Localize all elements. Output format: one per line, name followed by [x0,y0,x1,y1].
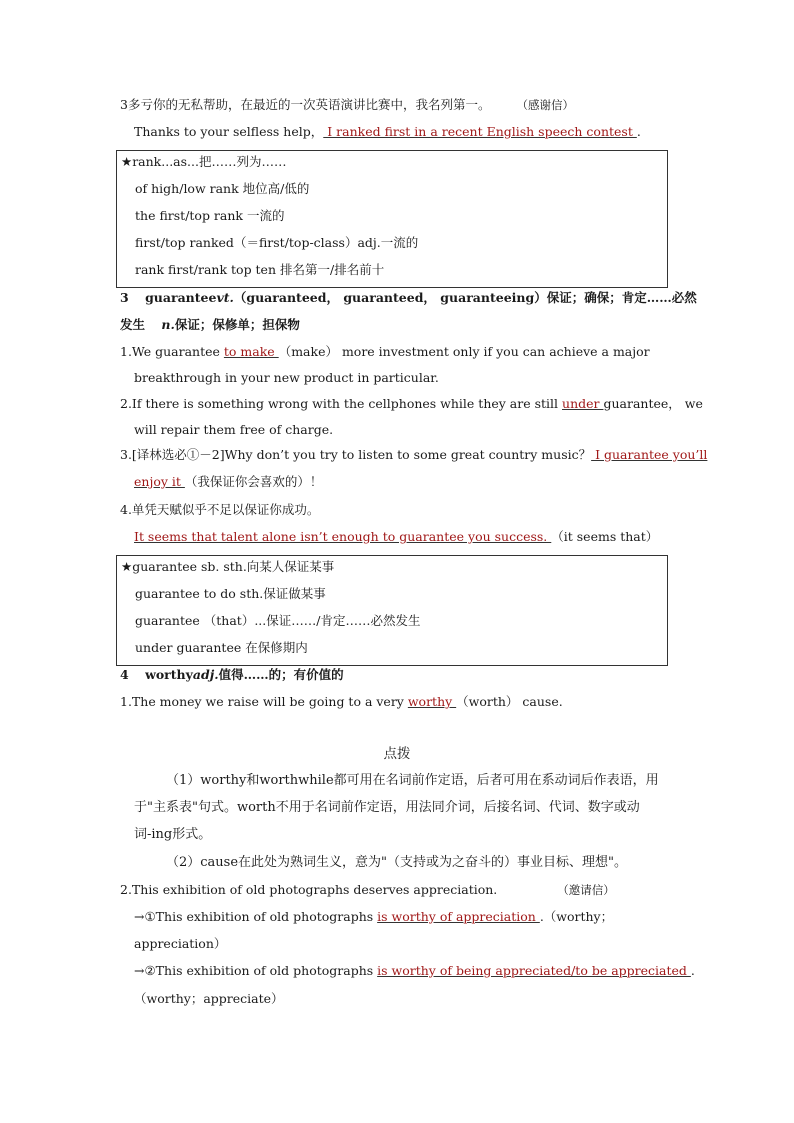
exercise-text: （make） more investment only if you can achieve a major [278,344,650,359]
exercise-3-continued [134,473,322,491]
exercise-4-answer [134,528,658,546]
exercise-text: 1.The money we raise will be going to a very [120,694,408,709]
box-line: ★guarantee sb. sth.向某人保证某事 [121,559,335,574]
note-paragraph: 词-ing形式。 [134,827,212,842]
answer-fill: I guarantee you’ll [591,447,708,462]
answer-fill: is worthy of being appreciated/to be appreciated [377,963,691,978]
heading-number: 3 [120,290,129,305]
heading-pos: adj. [192,667,219,682]
heading-forms: （guaranteed， guaranteed， guaranteeing）保证；确保；肯定……必然 [233,290,697,305]
answer-fill: It seems that talent alone isn’t enough to guarantee you success. [134,529,552,544]
exercise-text: 2.If there is something wrong with the cellphones while they are still [120,396,563,411]
note-paragraph: （2）cause在此处为熟词生义，意为"（支持或为之奋斗的）事业目标、理想"。 [166,855,627,870]
exercise-2 [120,395,703,413]
exercise-continued: will repair them free of charge. [134,422,334,437]
heading-guarantee-line2 [120,316,300,334]
box-line: ★rank...as...把……列为…… [121,154,287,169]
heading-pos: vt. [216,290,234,305]
heading-worthy [120,666,344,684]
question-text: 3多亏你的无私帮助，在最近的一次英语演讲比赛中，我名列第一。 [120,97,491,112]
note-title: 点拨 [383,746,411,762]
heading-meaning: 值得……的；有价值的 [218,667,344,682]
answer-suffix: . [636,124,641,139]
exercise-text: . [690,963,695,978]
heading-number: 4 [120,667,129,682]
heading-word: guarantee [145,290,217,305]
answer-prefix: Thanks to your selfless help， [134,124,324,139]
exercise-text: guarantee， we [603,396,703,411]
exercise-text: 3.[译林选必①－2]Why don’t you try to listen to some great country music？ [120,447,592,462]
exercise-text: →②This exhibition of old photographs [134,963,378,978]
exercise-worthy-2 [120,881,615,899]
question-cn [120,96,574,114]
answer-fill: to make [223,344,279,359]
note-paragraph: 于"主系表"句式。worth不用于名词前作定语，用法同介词，后接名词、代词、数字或动 [134,800,640,815]
box-line: of high/low rank 地位高/低的 [135,181,310,196]
exercise-1 [120,343,650,361]
exercise-text: （我保证你会喜欢的）！ [184,474,323,489]
answer-line [134,123,641,141]
question-tag: （邀请信） [557,883,615,897]
exercise-continued: breakthrough in your new product in particular. [134,370,439,385]
answer-fill: is worthy of appreciation [377,909,540,924]
exercise-continued: appreciation） [134,936,227,951]
exercise-text: （worth） cause. [456,694,563,709]
exercise-text: .（worthy； [539,909,614,924]
box-line: rank first/rank top ten 排名第一/排名前十 [135,262,385,277]
note-paragraph: （1）worthy和worthwhile都可用在名词前作定语，后者可用在系动词后作表语，用 [166,773,659,788]
box-line: under guarantee 在保修期内 [135,640,308,655]
heading-word: worthy [145,667,193,682]
box-line: the first/top rank 一流的 [135,208,285,223]
answer-fill: worthy [407,694,457,709]
box-line: guarantee to do sth.保证做某事 [135,586,326,601]
exercise-3 [120,446,707,464]
question-tag: （感谢信） [516,98,574,112]
guarantee-phrase-box [116,555,668,666]
exercise-4: 4.单凭天赋似乎不足以保证你成功。 [120,502,320,517]
answer-fill: enjoy it [134,474,185,489]
exercise-text: 1.We guarantee [120,344,224,359]
heading-meaning: 保证；保修单；担保物 [174,317,300,332]
answer-fill: under [562,396,604,411]
heading-text: 发生 [120,317,146,332]
heading-pos: n. [161,317,175,332]
exercise-worthy-1 [120,693,563,711]
rewrite-2 [134,962,695,980]
rank-phrase-box [116,150,668,288]
heading-guarantee [120,289,697,307]
exercise-text: 2.This exhibition of old photographs deserves appreciation. [120,882,498,897]
answer-fill: I ranked first in a recent English speech contest [323,124,637,139]
exercise-continued: （worthy；appreciate） [134,991,284,1006]
rewrite-1 [134,908,613,926]
exercise-text: →①This exhibition of old photographs [134,909,378,924]
box-line: guarantee （that）...保证……/肯定……必然发生 [135,613,421,628]
box-line: first/top ranked（＝first/top-class）adj.一流的 [135,235,419,250]
exercise-text: （it seems that） [551,529,659,544]
